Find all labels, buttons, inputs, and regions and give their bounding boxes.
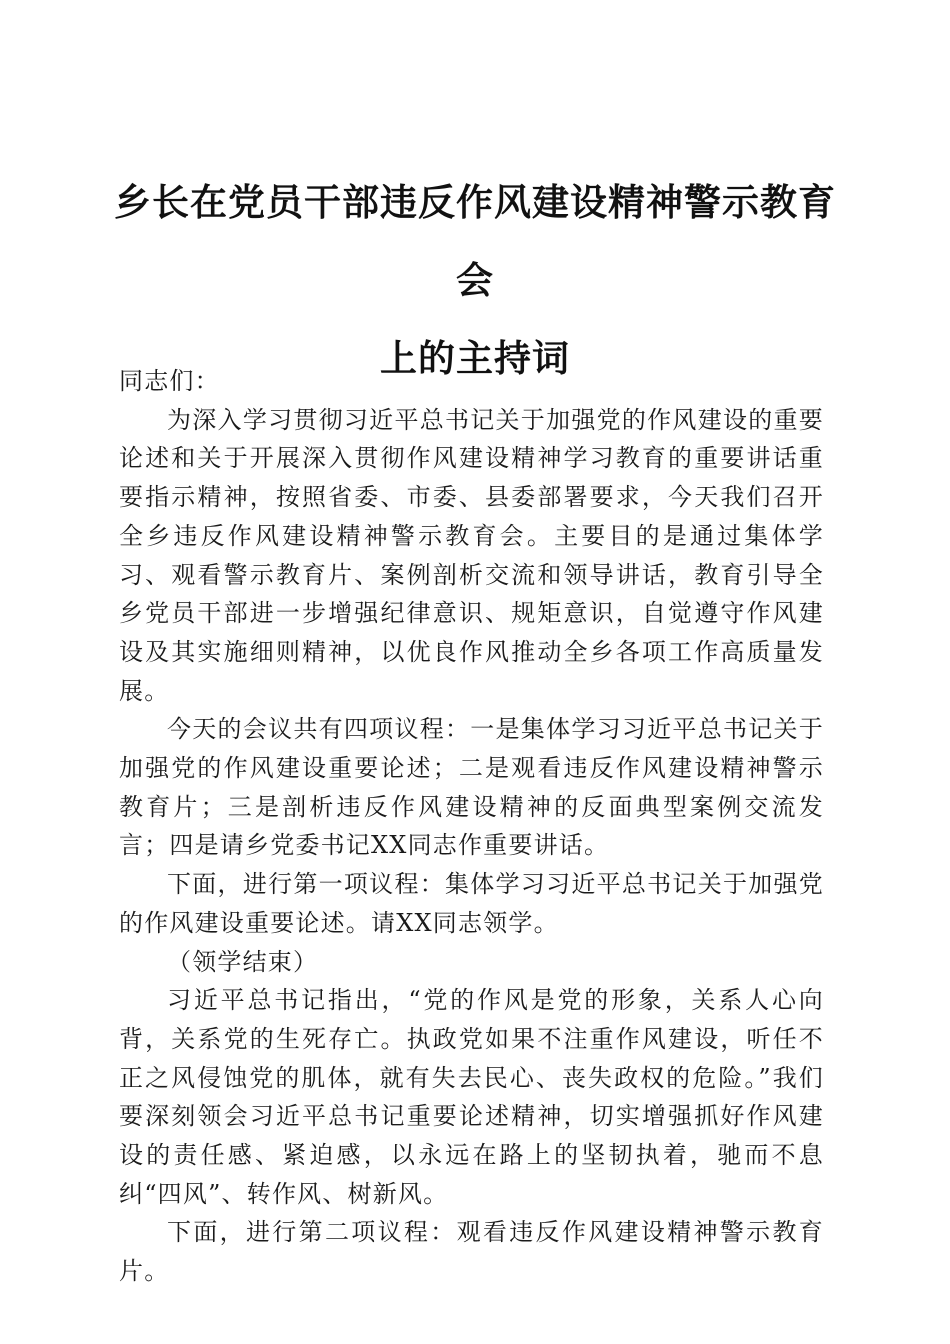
title-line-1: 乡长在党员干部违反作风建设精神警示教育会 [114, 180, 836, 302]
title-line-2: 上的主持词 [380, 336, 570, 380]
document-body [119, 362, 824, 1291]
salutation: 同志们： [119, 367, 220, 395]
paragraph-agenda-item-1: 下面，进行第一项议程：集体学习习近平总书记关于加强党的作风建设重要论述。请XX同志领学。 [119, 870, 824, 937]
paragraph-agenda-item-2: 下面，进行第二项议程：观看违反作风建设精神警示教育片。 [119, 1218, 824, 1286]
paragraph-stage-note: （领学结束） [167, 947, 319, 976]
paragraph-quote: 习近平总书记指出，“党的作风是党的形象，关系人心向背，关系党的生死存亡。执政党如果不注重作风建设，听任不正之风侵蚀党的肌体，就有失去民心、丧失政权的危险。”我们要深刻领会习近平总书记重要论述精神，切实增强抓好作风建设的责任感、紧迫感，以永远在路上的坚韧执着，驰而不息纠“四风”、转作风、树新风。 [119, 986, 824, 1208]
paragraph-agenda: 今天的会议共有四项议程：一是集体学习习近平总书记关于加强党的作风建设重要论述；二是观看违反作风建设精神警示教育片；三是剖析违反作风建设精神的反面典型案例交流发言；四是请乡党委书记XX同志作重要讲话。 [119, 715, 824, 860]
paragraph-intro: 为深入学习贯彻习近平总书记关于加强党的作风建设的重要论述和关于开展深入贯彻作风建设精神学习教育的重要讲话重要指示精神，按照省委、市委、县委部署要求，今天我们召开全乡违反作风建设精神警示教育会。主要目的是通过集体学习、观看警示教育片、案例剖析交流和领导讲话，教育引导全乡党员干部进一步增强纪律意识、规矩意识，自觉遵守作风建设及其实施细则精神，以优良作风推动全乡各项工作高质量发展。 [119, 405, 824, 705]
